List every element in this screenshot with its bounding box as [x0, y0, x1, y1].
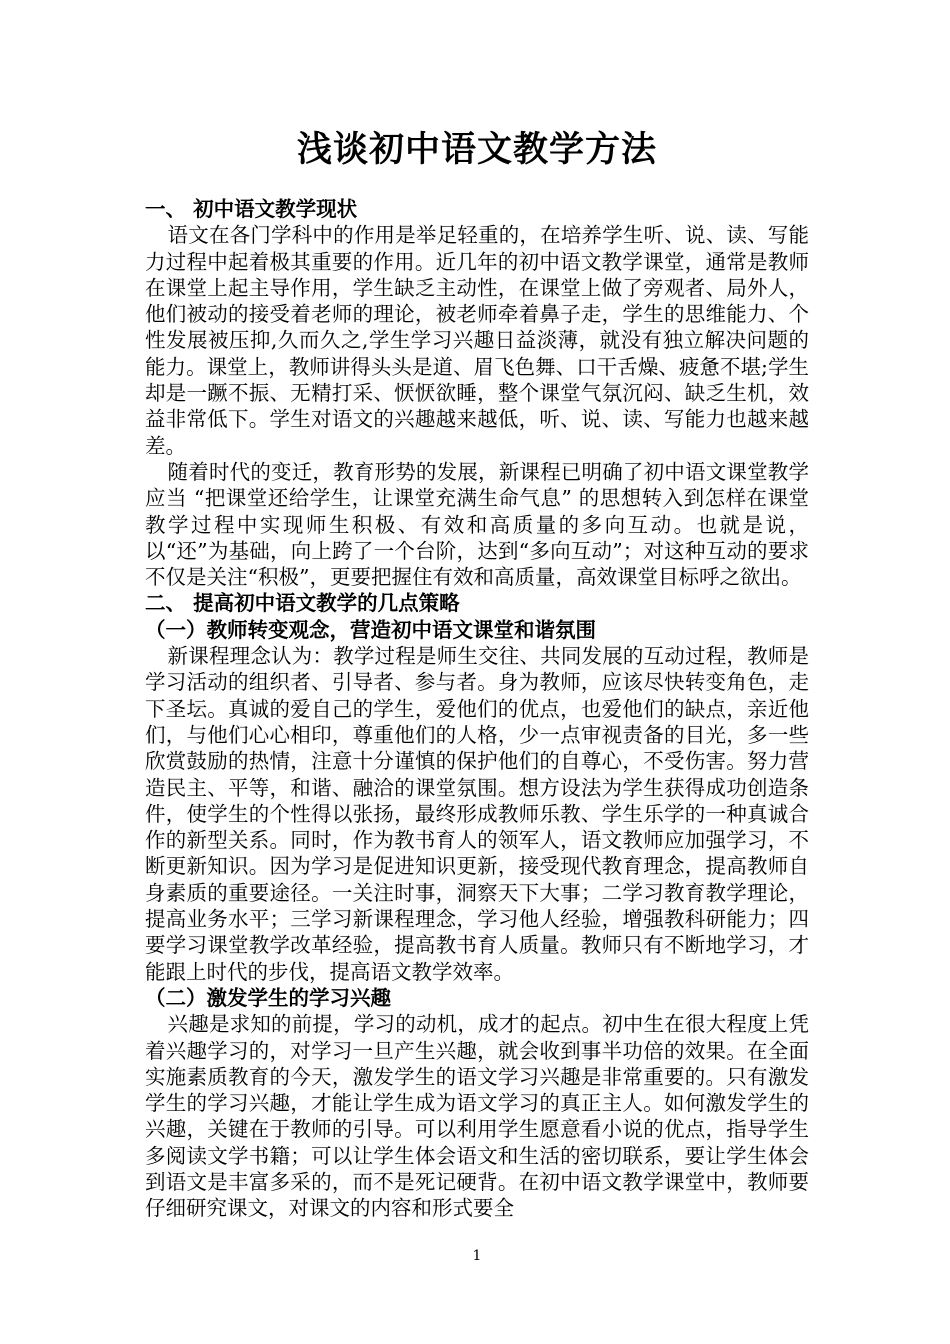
document-body — [145, 196, 809, 1222]
paragraph: 语文在各门学科中的作用是举足轻重的，在培养学生听、说、读、写能力过程中起着极其重要的作用。近几年的初中语文教学课堂，通常是教师在课堂上起主导作用，学生缺乏主动性，在课堂上做了旁观者、局外人，他们被动的接受着老师的理论，被老师牵着鼻子走，学生的思维能力、个性发展被压抑,久而久之,学生学习兴趣日益淡薄，就没有独立解决问题的能力。课堂上，教师讲得头头是道、眉飞色舞、口干舌燥、疲惫不堪;学生却是一蹶不振、无精打采、恹恹欲睡，整个课堂气氛沉闷、缺乏生机，效益非常低下。学生对语文的兴趣越来越低，听、说、读、写能力也越来越差。 — [145, 223, 809, 458]
section-heading-2: 二、 提高初中语文教学的几点策略 — [145, 591, 460, 616]
page-number: 1 — [472, 1248, 482, 1264]
subsection-heading-1: （一）教师转变观念，营造初中语文课堂和谐氛围 — [145, 617, 596, 642]
paragraph: 新课程理念认为：教学过程是师生交往、共同发展的互动过程，教师是学习活动的组织者、引导者、参与者。身为教师，应该尽快转变角色，走下圣坛。真诚的爱自己的学生，爱他们的优点，也爱他们的缺点，亲近他们，与他们心心相印，尊重他们的人格，少一点审视责备的目光，多一些欣赏鼓励的热情，注意十分谨慎的保护他们的自尊心，不受伤害。努力营造民主、平等，和谐、融洽的课堂氛围。想方设法为学生获得成功创造条件，使学生的个性得以张扬，最终形成教师乐教、学生乐学的一种真诚合作的新型关系。同时，作为教书育人的领军人，语文教师应加强学习，不断更新知识。因为学习是促进知识更新，接受现代教育理念，提高教师自身素质的重要途径。一关注时事，洞察天下大事；二学习教育教学理论，提高业务水平；三学习新课程理念，学习他人经验，增强教科研能力；四要学习课堂教学改革经验，提高教书育人质量。教师只有不断地学习，才能跟上时代的步伐，提高语文教学效率。 — [145, 644, 809, 984]
paragraph: 兴趣是求知的前提，学习的动机，成才的起点。初中生在很大程度上凭着兴趣学习的，对学习一旦产生兴趣，就会收到事半功倍的效果。在全面实施素质教育的今天，激发学生的语文学习兴趣是非常重要的。只有激发学生的学习兴趣，才能让学生成为语文学习的真正主人。如何激发学生的兴趣，关键在于教师的引导。可以利用学生愿意看小说的优点，指导学生多阅读文学书籍；可以让学生体会语文和生活的密切联系，要让学生体会到语文是丰富多采的，而不是死记硬背。在初中语文教学课堂中，教师要仔细研究课文，对课文的内容和形式要全 — [145, 1012, 809, 1221]
paragraph: 随着时代的变迁，教育形势的发展，新课程已明确了初中语文课堂教学应当 “把课堂还给学生，让课堂充满生命气息” 的思想转入到怎样在课堂教学过程中实现师生积极、有效和高质量的多向互动。也就是说，以“还”为基础，向上跨了一个台阶，达到“多向互动”；对这种互动的要求不仅是关注“积极”，更要把握住有效和高质量，高效课堂目标呼之欲出。 — [145, 459, 809, 590]
document-title: 浅谈初中语文教学方法 — [296, 129, 657, 170]
section-heading-1: 一、 初中语文教学现状 — [145, 197, 358, 221]
subsection-heading-2: （二）激发学生的学习兴趣 — [145, 985, 391, 1010]
